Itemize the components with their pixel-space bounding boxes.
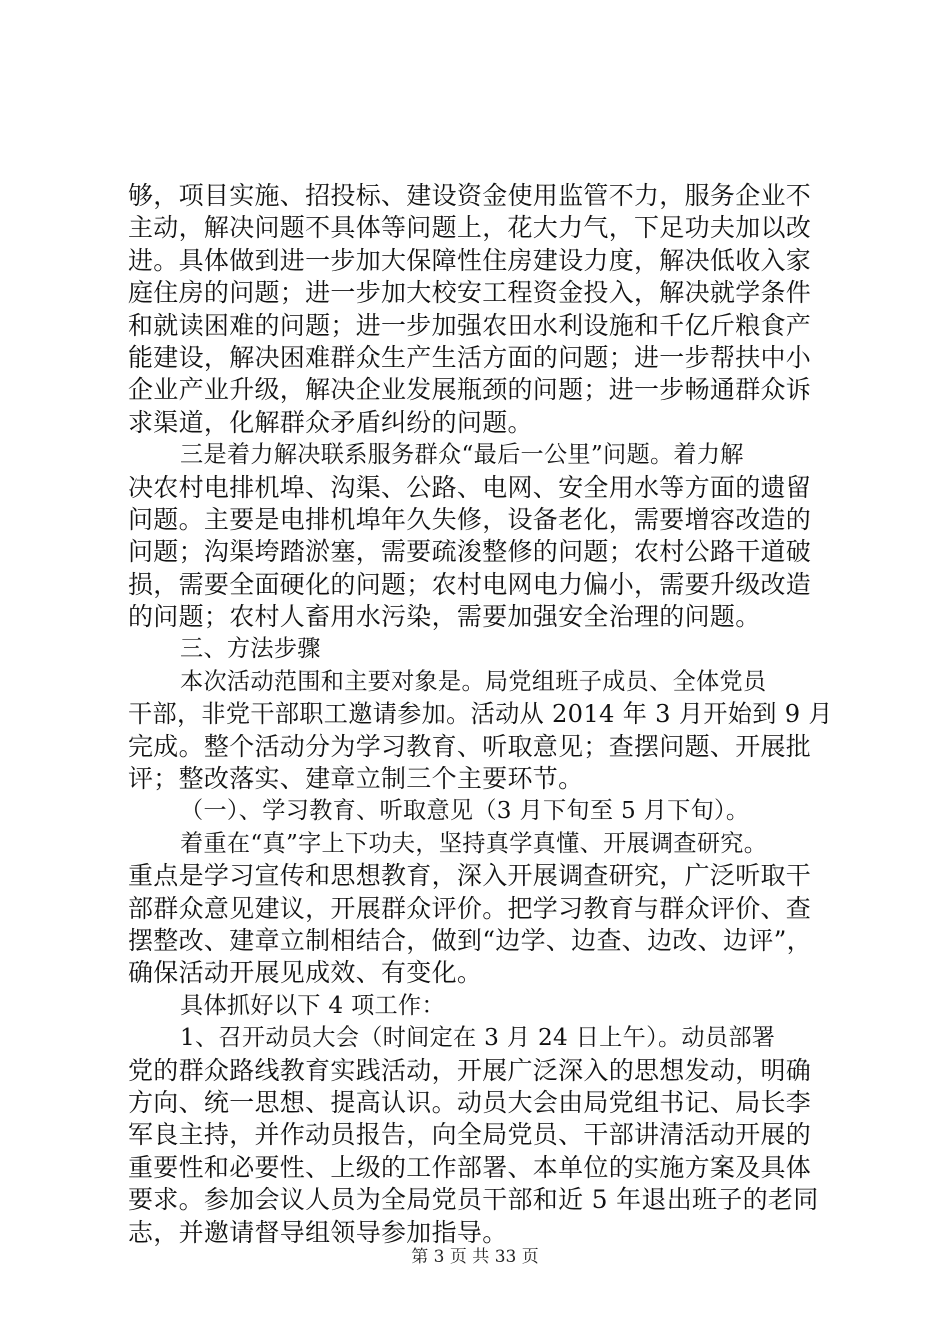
text-line: 三、方法步骤 (180, 636, 321, 663)
text-line: （一）、学习教育、听取意见（3 月下旬至 5 月下旬）。 (180, 798, 750, 825)
text-line: 志，并邀请督导组领导参加指导。 (128, 1217, 508, 1247)
document-body (128, 180, 833, 1249)
text-line: 完成。整个活动分为学习教育、听取意见；查摆问题、开展批 (128, 731, 812, 761)
text-line: 军良主持，并作动员报告，向全局党员、干部讲清活动开展的 (128, 1120, 812, 1150)
text-line: 要求。参加会议人员为全局党员干部和近 5 年退出班子的老同 (128, 1185, 819, 1215)
text-line: 能建设，解决困难群众生产生活方面的问题；进一步帮扶中小 (128, 342, 812, 372)
text-line: 问题。主要是电排机埠年久失修，设备老化，需要增容改造的 (128, 504, 812, 534)
text-line: 干部，非党干部职工邀请参加。活动从 2014 年 3 月开始到 9 月 (128, 700, 833, 729)
text-line: 重要性和必要性、上级的工作部署、本单位的实施方案及具体 (128, 1152, 812, 1182)
text-line: 进。具体做到进一步加大保障性住房建设力度，解决低收入家 (128, 245, 812, 275)
text-line: 评；整改落实、建章立制三个主要环节。 (128, 764, 584, 794)
text-line: 够，项目实施、招投标、建设资金使用监管不力，服务企业不 (128, 181, 812, 210)
text-line: 方向、统一思想、提高认识。动员大会由局党组书记、局长李 (128, 1087, 812, 1117)
text-line: 问题；沟渠垮踏淤塞，需要疏浚整修的问题；农村公路干道破 (128, 537, 812, 567)
text-line: 党的群众路线教育实践活动，开展广泛深入的思想发动，明确 (128, 1055, 812, 1085)
text-line: 部群众意见建议，开展群众评价。把学习教育与群众评价、查 (128, 893, 812, 923)
page-footer: 第 3 页 共 33 页 (411, 1247, 539, 1267)
text-line: 摆整改、建章立制相结合，做到“边学、边查、边改、边评”， (128, 925, 812, 955)
text-line: 和就读困难的问题；进一步加强农田水利设施和千亿斤粮食产 (128, 310, 812, 340)
text-line: 的问题；农村人畜用水污染，需要加强安全治理的问题。 (128, 602, 761, 632)
text-line: 损，需要全面硬化的问题；农村电网电力偏小，需要升级改造 (128, 569, 812, 599)
text-line: 决农村电排机埠、沟渠、公路、电网、安全用水等方面的遗留 (128, 472, 812, 502)
text-line: 主动，解决问题不具体等问题上，花大力气，下足功夫加以改 (128, 213, 812, 243)
text-line: 重点是学习宣传和思想教育，深入开展调查研究，广泛听取干 (128, 861, 812, 891)
text-line: 确保活动开展见成效、有变化。 (128, 958, 483, 988)
text-line: 求渠道，化解群众矛盾纠纷的问题。 (128, 407, 533, 437)
text-line: 庭住房的问题；进一步加大校安工程资金投入，解决就学条件 (128, 278, 812, 308)
text-line: 具体抓好以下 4 项工作： (180, 992, 445, 1019)
text-line: 着重在“真”字上下功夫，坚持真学真懂、开展调查研究。 (180, 830, 768, 857)
text-line: 三是着力解决联系服务群众“最后一公里”问题。着力解 (180, 442, 744, 469)
text-line: 本次活动范围和主要对象是。局党组班子成员、全体党员 (180, 668, 767, 695)
text-line: 1、召开动员大会（时间定在 3 月 24 日上午）。动员部署 (180, 1025, 776, 1052)
text-line: 企业产业升级，解决企业发展瓶颈的问题；进一步畅通群众诉 (128, 375, 812, 405)
